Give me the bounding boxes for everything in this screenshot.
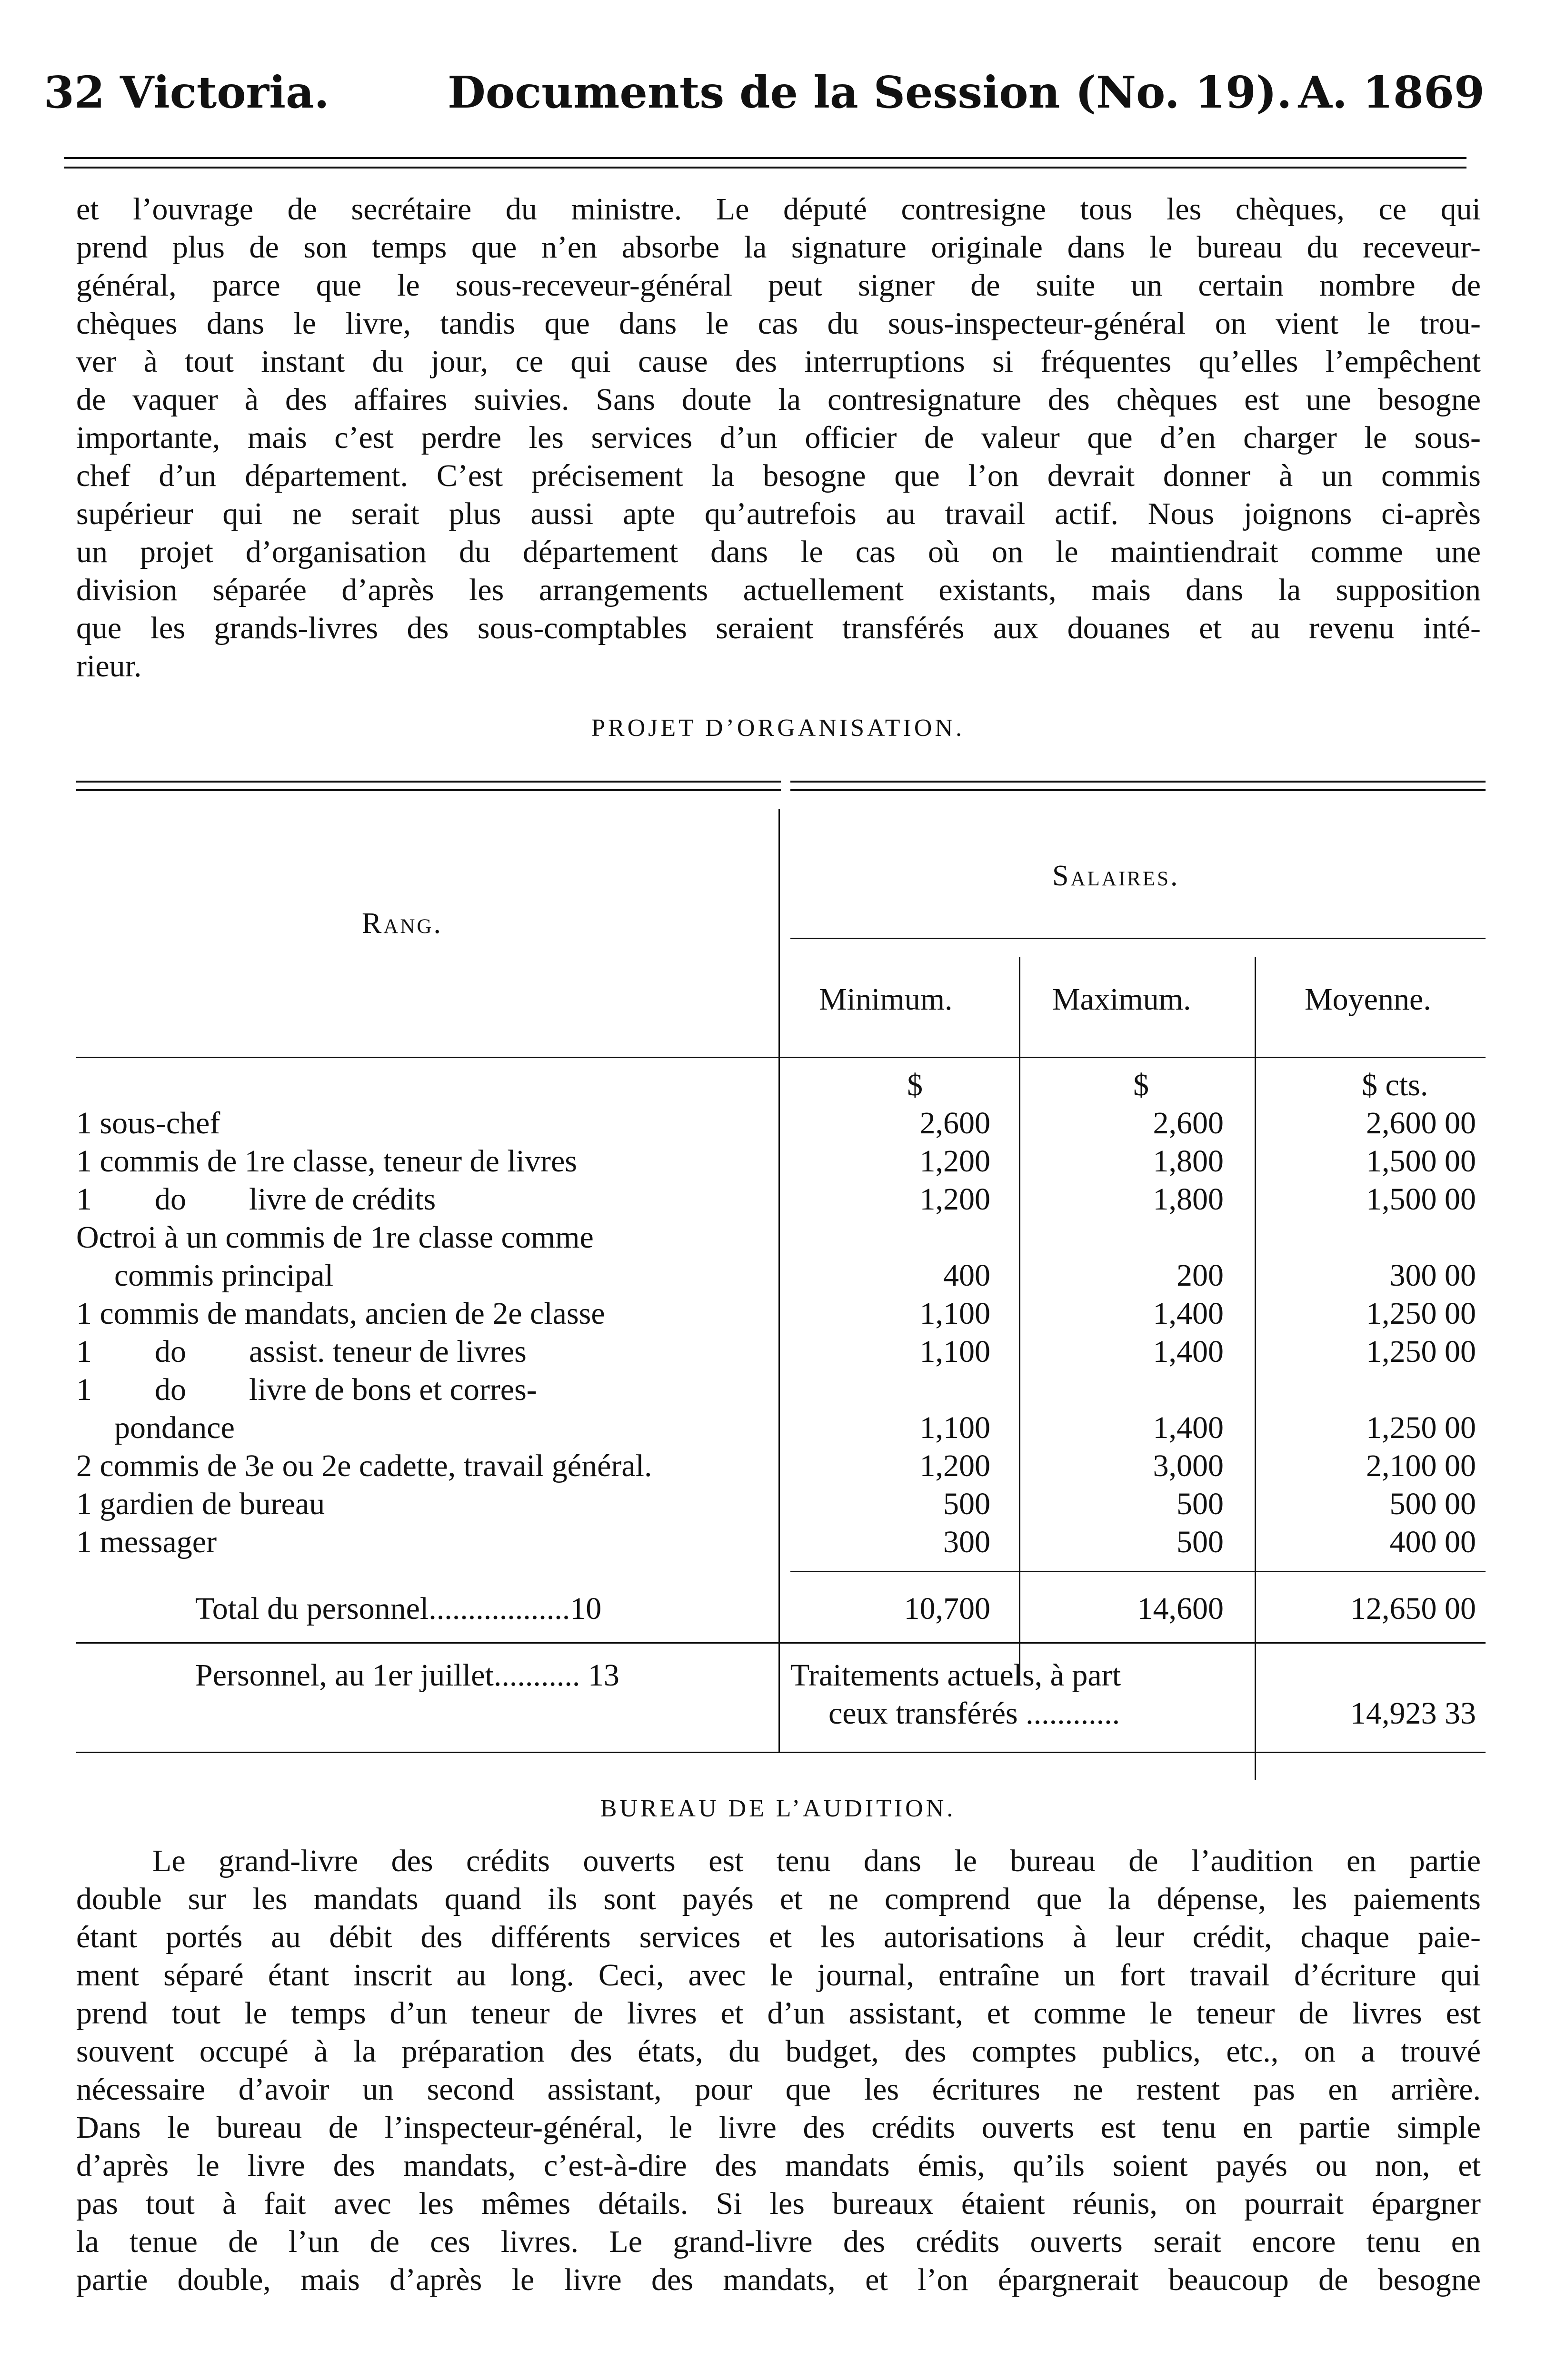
organisation-table [76, 781, 1486, 1761]
header-rule-top [64, 157, 1466, 159]
total-rule [76, 1642, 1486, 1644]
row-moy: 2,100 00 [1366, 1448, 1476, 1483]
row-label-cont: commis principal [114, 1258, 334, 1293]
text-line: prend plus de son temps que n’en absorbe la signature originale dans le bureau du receveur- [76, 230, 1481, 265]
header-rule [76, 1057, 1486, 1058]
row-label: 1 commis de 1re classe, teneur de livres [76, 1144, 577, 1179]
text-line: que les grands-livres des sous-comptables seraient transférés aux douanes et au revenu inté- [76, 611, 1481, 645]
row-max: 1,400 [1153, 1410, 1224, 1445]
row-label-cont: pondance [114, 1410, 235, 1445]
text-line: souvent occupé à la préparation des états, du budget, des comptes publics, etc., on a trouvé [76, 2034, 1481, 2069]
total-rule [790, 1571, 1486, 1572]
row-moy: 1,250 00 [1366, 1410, 1476, 1445]
row-moy: 300 00 [1389, 1258, 1476, 1293]
rang-header: Rang. [362, 907, 443, 940]
table-bottom-rule [76, 1752, 1486, 1753]
row-max: 1,800 [1153, 1182, 1224, 1217]
row-label: 1 gardien de bureau [76, 1487, 325, 1521]
audit-paragraph [76, 1842, 1481, 2299]
text-line: division séparée d’après les arrangements actuellement existants, mais dans la supposition [76, 573, 1481, 607]
header-volume: 32 Victoria. [44, 67, 329, 118]
traitements-label: Traitements actuels, à part [790, 1658, 1121, 1693]
row-max: 200 [1177, 1258, 1224, 1293]
row-max: 1,800 [1153, 1144, 1224, 1179]
text-line: pas tout à fait avec les mêmes détails. Si les bureaux étaient réunis, on pourrait épargner [76, 2186, 1481, 2221]
running-header [0, 67, 1556, 124]
row-label: 1 do livre de bons et corres- [76, 1372, 537, 1407]
text-line: Le grand-livre des crédits ouverts est tenu dans le bureau de l’audition en partie [152, 1844, 1481, 1878]
total-moy: 12,650 00 [1350, 1591, 1476, 1626]
row-label: 1 do livre de crédits [76, 1182, 436, 1217]
header-title: Documents de la Session (No. 19). [448, 67, 1292, 118]
text-line: supérieur qui ne serait plus aussi apte qu’autrefois au travail actif. Nous joignons ci-après [76, 496, 1481, 531]
row-max: 2,600 [1153, 1106, 1224, 1140]
table-rule [76, 789, 781, 791]
text-line: nécessaire d’avoir un second assistant, pour que les écritures ne restent pas en arrière. [76, 2072, 1481, 2107]
table-rule [76, 781, 781, 783]
row-moy: 1,500 00 [1366, 1182, 1476, 1217]
text-line: d’après le livre des mandats, c’est-à-dire des mandats émis, qu’ils soient payés ou non, et [76, 2148, 1481, 2183]
text-line: ver à tout instant du jour, ce qui cause des interruptions si fréquentes qu’elles l’empêchent [76, 344, 1481, 379]
moyenne-header: Moyenne. [1305, 982, 1431, 1017]
row-min: 300 [943, 1525, 990, 1559]
unit-moy: $ cts. [1362, 1068, 1428, 1102]
salaires-header: Salaires. [1052, 860, 1180, 892]
row-min: 1,100 [919, 1296, 990, 1331]
row-max: 1,400 [1153, 1296, 1224, 1331]
text-line: rieur. [76, 649, 142, 684]
row-moy: 400 00 [1389, 1525, 1476, 1559]
row-max: 500 [1177, 1525, 1224, 1559]
row-label: Octroi à un commis de 1re classe comme [76, 1220, 594, 1255]
traitements-label-cont: ceux transférés ............ [828, 1696, 1120, 1731]
maximum-header: Maximum. [1052, 982, 1191, 1017]
total-min: 10,700 [904, 1591, 990, 1626]
unit-min: $ [907, 1068, 923, 1102]
minimum-header: Minimum. [819, 982, 953, 1017]
column-divider [1255, 957, 1256, 1780]
section-title: BUREAU DE L’AUDITION. [600, 1795, 956, 1822]
table-title: PROJET D’ORGANISATION. [591, 714, 965, 742]
table-rule [790, 789, 1486, 791]
row-label: 1 do assist. teneur de livres [76, 1334, 527, 1369]
row-min: 1,100 [919, 1334, 990, 1369]
row-label: 2 commis de 3e ou 2e cadette, travail général. [76, 1448, 652, 1483]
row-max: 1,400 [1153, 1334, 1224, 1369]
text-line: importante, mais c’est perdre les services d’un officier de valeur que d’en charger le sous- [76, 420, 1481, 455]
text-line: double sur les mandats quand ils sont payés et ne comprend que la dépense, les paiements [76, 1882, 1481, 1916]
traitements-value: 14,923 33 [1350, 1696, 1476, 1731]
text-line: de vaquer à des affaires suivies. Sans doute la contresignature des chèques est une besogne [76, 382, 1481, 417]
row-min: 1,200 [919, 1182, 990, 1217]
row-moy: 1,500 00 [1366, 1144, 1476, 1179]
row-min: 1,200 [919, 1144, 990, 1179]
row-label: 1 commis de mandats, ancien de 2e classe [76, 1296, 605, 1331]
text-line: un projet d’organisation du département dans le cas où on le maintiendrait comme une [76, 535, 1481, 569]
header-rule [790, 938, 1486, 939]
intro-paragraph [76, 190, 1481, 685]
text-line: général, parce que le sous-receveur-général peut signer de suite un certain nombre de [76, 268, 1481, 303]
total-label: Total du personnel..................10 [195, 1591, 602, 1626]
text-line: chèques dans le livre, tandis que dans le cas du sous-inspecteur-général on vient le trou- [76, 306, 1481, 341]
header-rule-bottom [64, 167, 1466, 169]
text-line: chef d’un département. C’est précisement la besogne que l’on devrait donner à un commis [76, 458, 1481, 493]
text-line: Dans le bureau de l’inspecteur-général, le livre des crédits ouverts est tenu en partie simple [76, 2110, 1481, 2145]
row-min: 400 [943, 1258, 990, 1293]
row-moy: 500 00 [1389, 1487, 1476, 1521]
row-moy: 2,600 00 [1366, 1106, 1476, 1140]
row-max: 500 [1177, 1487, 1224, 1521]
text-line: étant portés au débit des différents services et les autorisations à leur crédit, chaque paie- [76, 1920, 1481, 1954]
text-line: prend tout le temps d’un teneur de livres et d’un assistant, et comme le teneur de livres est [76, 1996, 1481, 2031]
column-divider [1019, 957, 1020, 1685]
row-min: 500 [943, 1487, 990, 1521]
row-moy: 1,250 00 [1366, 1296, 1476, 1331]
personnel-label: Personnel, au 1er juillet........... 13 [195, 1658, 619, 1693]
row-min: 1,200 [919, 1448, 990, 1483]
text-line: et l’ouvrage de secrétaire du ministre. Le député contresigne tous les chèques, ce qui [76, 192, 1481, 227]
text-line: la tenue de l’un de ces livres. Le grand-livre des crédits ouverts serait encore tenu en [76, 2224, 1481, 2259]
row-min: 1,100 [919, 1410, 990, 1445]
column-divider [778, 809, 780, 1752]
text-line: partie double, mais d’après le livre des mandats, et l’on épargnerait beaucoup de besogne [76, 2262, 1481, 2297]
row-moy: 1,250 00 [1366, 1334, 1476, 1369]
row-min: 2,600 [919, 1106, 990, 1140]
row-label: 1 messager [76, 1525, 217, 1559]
unit-max: $ [1133, 1068, 1149, 1102]
header-year: A. 1869 [1298, 67, 1485, 118]
row-max: 3,000 [1153, 1448, 1224, 1483]
row-label: 1 sous-chef [76, 1106, 220, 1140]
table-rule [790, 781, 1486, 783]
total-max: 14,600 [1137, 1591, 1224, 1626]
text-line: ment séparé étant inscrit au long. Ceci, avec le journal, entraîne un fort travail d’écriture qui [76, 1958, 1481, 1993]
